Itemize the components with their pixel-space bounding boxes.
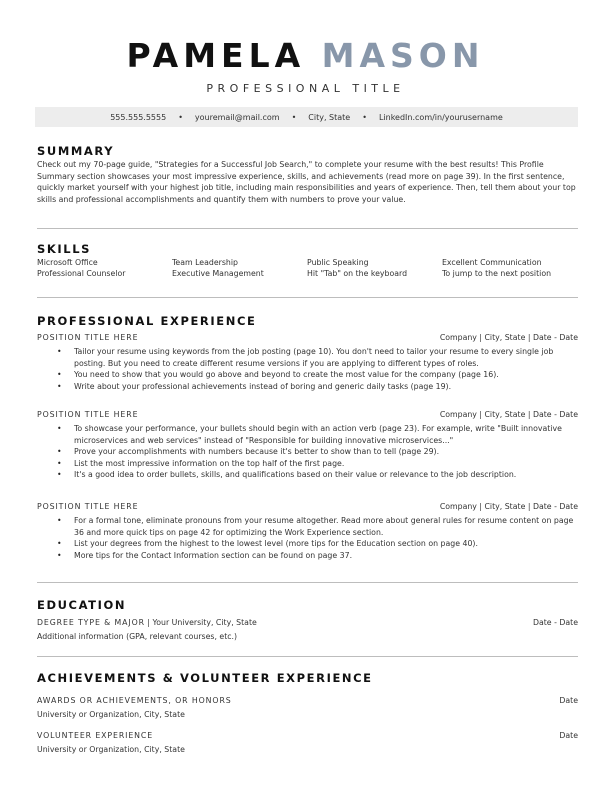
contact-email: youremail@mail.com xyxy=(194,112,280,122)
bullet-item: • You need to show that you would go above and beyond to create the most value for the company (page 16). xyxy=(57,369,578,381)
skills-grid xyxy=(37,258,579,278)
skill-item: Team Leadership xyxy=(172,258,238,267)
skill-item: Executive Management xyxy=(172,269,264,278)
contact-bar xyxy=(35,107,578,127)
job-meta: Company | City, State | Date - Date xyxy=(439,333,578,342)
section-divider xyxy=(37,228,578,229)
contact-separator: • xyxy=(178,112,183,122)
skill-item: Excellent Communication xyxy=(442,258,542,267)
job-position: POSITION TITLE HERE xyxy=(37,410,139,419)
achievement-title: VOLUNTEER EXPERIENCE xyxy=(37,731,154,740)
job-meta: Company | City, State | Date - Date xyxy=(439,410,578,419)
first-name: PAMELA xyxy=(126,36,306,75)
skill-item: Public Speaking xyxy=(307,258,369,267)
job-header xyxy=(37,502,578,511)
achievements-heading: ACHIEVEMENTS & VOLUNTEER EXPERIENCE xyxy=(37,671,373,685)
section-divider xyxy=(37,297,578,298)
experience-heading: PROFESSIONAL EXPERIENCE xyxy=(37,314,257,328)
candidate-name xyxy=(0,36,611,76)
job-meta: Company | City, State | Date - Date xyxy=(439,502,578,511)
education-row xyxy=(37,618,578,627)
skill-item: Professional Counselor xyxy=(37,269,126,278)
skill-item: To jump to the next position xyxy=(442,269,552,278)
bullet-item: • More tips for the Contact Information section can be found on page 37. xyxy=(57,550,578,562)
contact-separator: • xyxy=(362,112,367,122)
bullet-item: • To showcase your performance, your bullets should begin with an action verb (page 23). For example, write "Built innovative microservices and web services" instead of "Responsible for building innovative microservices..." xyxy=(57,423,578,446)
achievement-row xyxy=(37,696,578,705)
bullet-item: • Write about your professional achievements instead of boring and generic daily tasks (page 19). xyxy=(57,381,578,393)
education-degree-line xyxy=(37,618,257,627)
bullet-item: • List the most impressive information on the top half of the first page. xyxy=(57,458,578,470)
education-date: Date - Date xyxy=(532,618,578,627)
education-school: | Your University, City, State xyxy=(144,618,257,627)
achievement-org: University or Organization, City, State xyxy=(37,745,185,754)
achievement-date: Date xyxy=(559,731,578,740)
skill-item: Hit "Tab" on the keyboard xyxy=(307,269,408,278)
contact-location: City, State xyxy=(308,112,351,122)
education-heading: EDUCATION xyxy=(37,598,127,612)
summary-heading: SUMMARY xyxy=(37,144,115,158)
achievement-row xyxy=(37,731,578,740)
contact-separator: • xyxy=(291,112,297,122)
job-header xyxy=(37,333,578,342)
job-bullets xyxy=(57,515,578,561)
education-degree: DEGREE TYPE & MAJOR xyxy=(37,618,145,627)
bullet-item: • It's a good idea to order bullets, skills, and qualifications based on their value or relevance to the job description. xyxy=(57,469,578,481)
bullet-item: • List your degrees from the highest to the lowest level (more tips for the Education section on page 40). xyxy=(57,538,578,550)
achievement-date: Date xyxy=(559,696,578,705)
job-bullets xyxy=(57,346,578,392)
job-position: POSITION TITLE HERE xyxy=(37,333,139,342)
job-position: POSITION TITLE HERE xyxy=(37,502,139,511)
contact-linkedin: LinkedIn.com/in/yourusername xyxy=(378,112,503,122)
achievement-org: University or Organization, City, State xyxy=(37,710,185,719)
bullet-item: • Prove your accomplishments with numbers because it's better to show than to tell (page 29). xyxy=(57,446,578,458)
skills-heading: SKILLS xyxy=(37,242,92,256)
skill-item: Microsoft Office xyxy=(37,258,98,267)
professional-title: PROFESSIONAL TITLE xyxy=(206,82,405,95)
contact-phone: 555.555.5555 xyxy=(110,112,167,122)
achievement-title: AWARDS OR ACHIEVEMENTS, OR HONORS xyxy=(37,696,232,705)
section-divider xyxy=(37,656,578,657)
education-info: Additional information (GPA, relevant courses, etc.) xyxy=(37,632,238,641)
bullet-item: • For a formal tone, eliminate pronouns from your resume altogether. Read more about general rules for resume content on page 36 and more quick tips on page 42 for optimizing the Work Experience section. xyxy=(57,515,578,538)
job-header xyxy=(37,410,578,419)
section-divider xyxy=(37,582,578,583)
job-bullets xyxy=(57,423,578,481)
last-name: MASON xyxy=(321,36,485,75)
bullet-item: • Tailor your resume using keywords from the job posting (page 10). You don't need to tailor your resume to every single job posting. But you need to create different resume versions if you are applying to different types of roles. xyxy=(57,346,578,369)
summary-text: Check out my 70-page guide, "Strategies for a Successful Job Search," to complete your resume with the best results! This Profile Summary section showcases your most impressive experience, skills, and achievements (read more on page 39). In the first sentence, quickly market yourself with your highest job title, including main responsibilities and years of experience. Then, tell them about your top skills and professional accomplishments and quantify them with numbers to prove your value. xyxy=(37,160,576,204)
